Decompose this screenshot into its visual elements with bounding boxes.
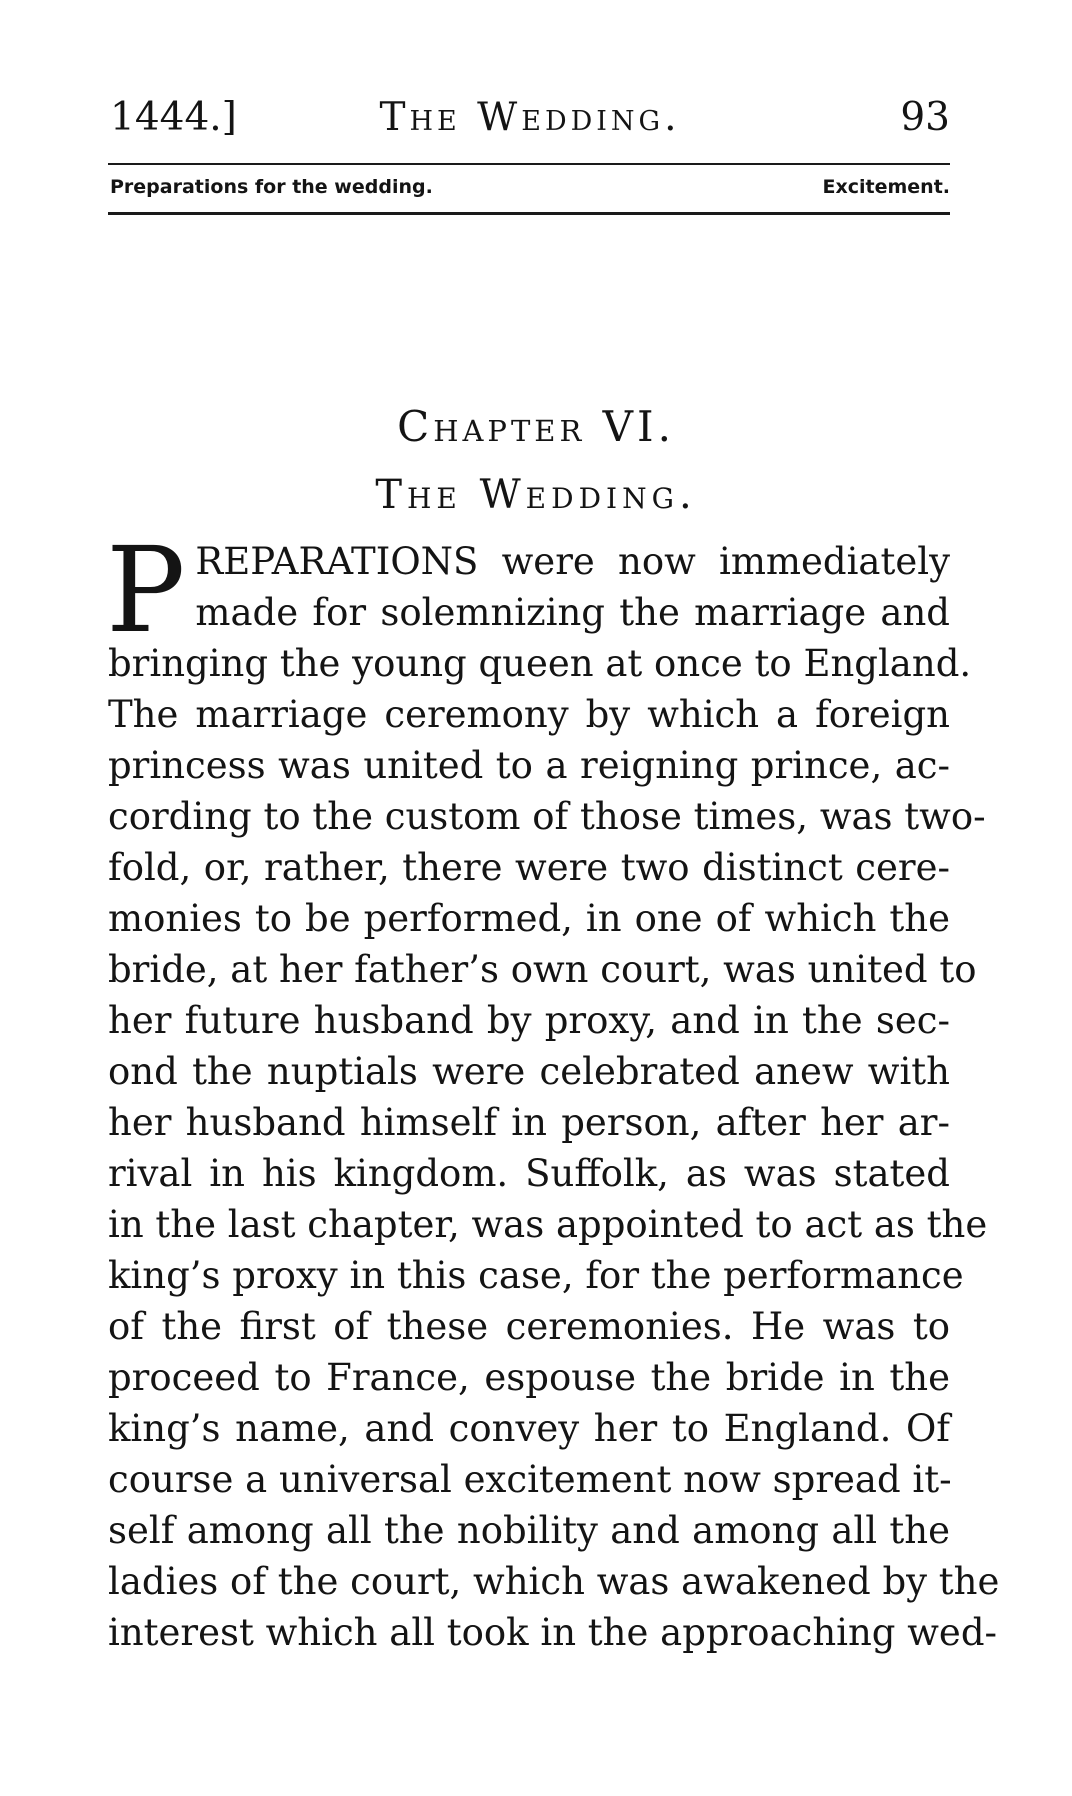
body-text — [106, 521, 1000, 1658]
running-head — [110, 93, 950, 143]
chapter-title: Chapter VI. — [397, 402, 675, 451]
text-line: princess was united to a reigning prince, ac- — [108, 744, 950, 787]
opening-paragraph — [106, 521, 950, 659]
header-rule-bottom — [108, 212, 950, 215]
text-line: cording to the custom of those times, was two- — [108, 795, 986, 838]
text-line: ladies of the court, which was awakened by the — [108, 1560, 1000, 1603]
text-line: The marriage ceremony by which a foreign — [108, 693, 950, 736]
text-line: in the last chapter, was appointed to act as the — [108, 1203, 988, 1246]
chapter-subtitle: The Wedding. — [375, 472, 697, 518]
text-line: of the first of these ceremonies. He was to — [108, 1305, 950, 1348]
running-head-year: 1444.] — [110, 95, 237, 140]
text-line: self among all the nobility and among all the — [108, 1509, 950, 1552]
text-line: REPARATIONS were now immediately — [195, 540, 950, 583]
text-line: rival in his kingdom. Suffolk, as was stated — [108, 1152, 950, 1195]
text-line: her future husband by proxy, and in the sec- — [108, 999, 950, 1042]
text-line: made for solemnizing the marriage and — [195, 591, 950, 634]
drop-cap: P — [106, 521, 186, 659]
text-line: bride, at her father’s own court, was united to — [108, 948, 977, 991]
text-line: monies to be performed, in one of which the — [108, 897, 950, 940]
text-line: proceed to France, espouse the bride in the — [108, 1356, 950, 1399]
margin-subheading — [110, 170, 950, 204]
running-head-title: The Wedding. — [379, 95, 681, 140]
text-line: king’s name, and convey her to England. Of — [108, 1407, 950, 1450]
text-line: ond the nuptials were celebrated anew with — [108, 1050, 950, 1093]
text-line: her husband himself in person, after her ar- — [108, 1101, 950, 1144]
subheading-right: Excitement. — [822, 176, 950, 198]
text-line: course a universal excitement now spread it- — [108, 1458, 952, 1501]
text-line: bringing the young queen at once to England. — [108, 642, 972, 685]
text-line: fold, or, rather, there were two distinct cere- — [108, 846, 950, 889]
header-rule-top — [108, 163, 950, 165]
text-line: king’s proxy in this case, for the performance — [108, 1254, 964, 1297]
text-line: interest which all took in the approaching wed- — [108, 1611, 998, 1654]
page-number: 93 — [900, 95, 950, 140]
subheading-left: Preparations for the wedding. — [110, 176, 433, 198]
